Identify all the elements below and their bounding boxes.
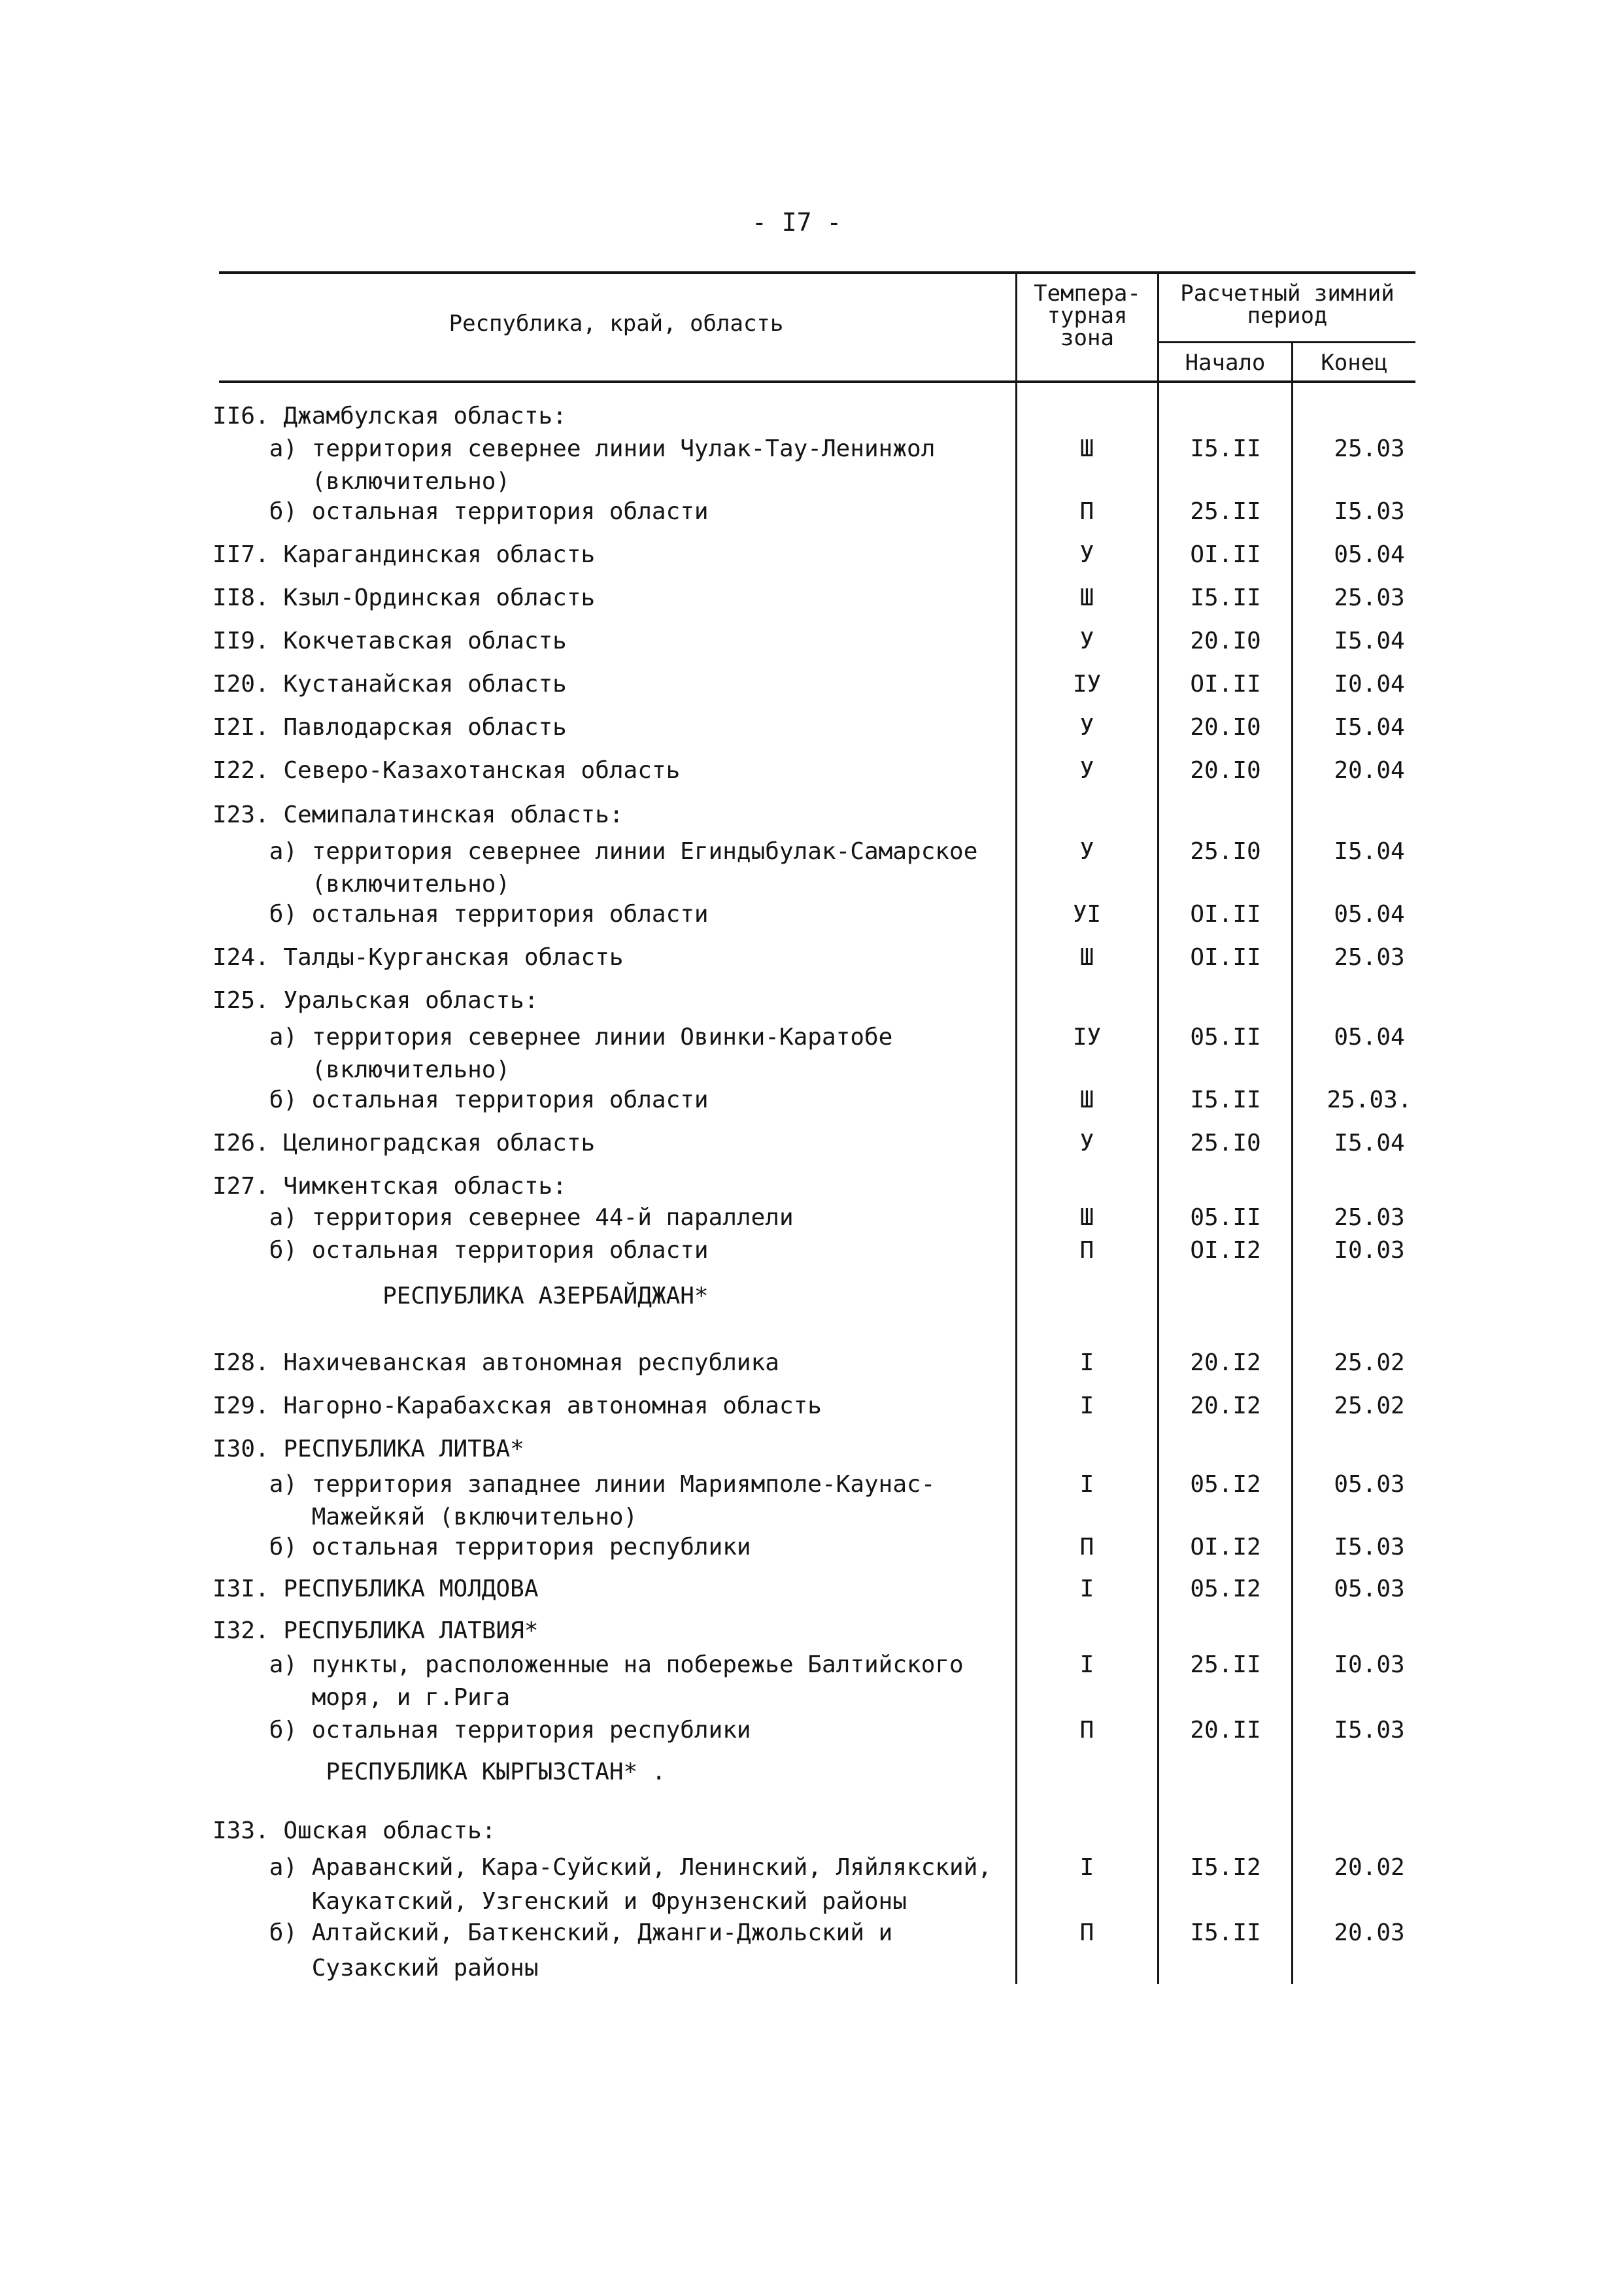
temperature-zone-cell: Ш	[1079, 1204, 1094, 1231]
row-text: б) остальная территория области	[212, 901, 709, 928]
period-end-cell: I5.04	[1334, 714, 1405, 741]
row-text: I26. Целиноградская область	[212, 1130, 596, 1156]
temperature-zone-cell: Ш	[1079, 435, 1094, 462]
row-text: I32. РЕСПУБЛИКА ЛАТВИЯ*	[212, 1617, 539, 1644]
period-start-cell: 05.I2	[1190, 1576, 1261, 1602]
period-end-cell: 05.04	[1334, 901, 1405, 928]
period-end-cell: 25.03.	[1327, 1087, 1412, 1113]
period-end-cell: I5.04	[1334, 1130, 1405, 1156]
header-region: Республика, край, область	[448, 311, 784, 337]
temperature-zone-cell: У	[1079, 1130, 1094, 1156]
period-start-cell: OI.I2	[1190, 1237, 1261, 1264]
temperature-zone-cell: У	[1079, 628, 1094, 654]
period-end-cell: I5.04	[1334, 628, 1405, 654]
temperature-zone-cell: I	[1079, 1854, 1094, 1881]
row-text: Мажейкяй (включительно)	[212, 1504, 638, 1530]
table-top-rule	[219, 271, 1415, 274]
row-text: I28. Нахичеванская автономная республика	[212, 1349, 779, 1376]
row-text: а) территория севернее 44-й параллели	[212, 1204, 794, 1231]
period-start-cell: 20.I2	[1190, 1392, 1261, 1419]
period-start-cell: 05.II	[1190, 1204, 1261, 1231]
period-end-cell: 05.04	[1334, 1024, 1405, 1051]
page-number: - I7 -	[752, 208, 842, 237]
period-start-cell: I5.II	[1190, 1919, 1261, 1946]
period-start-cell: I5.I2	[1190, 1854, 1261, 1881]
temperature-zone-cell: Ш	[1079, 1087, 1094, 1113]
row-text: I25. Уральская область:	[212, 987, 539, 1014]
period-end-cell: I5.03	[1334, 498, 1405, 525]
period-end-cell: 20.02	[1334, 1854, 1405, 1881]
temperature-zone-cell: Ш	[1079, 944, 1094, 971]
row-text: (включительно)	[212, 1056, 511, 1083]
period-start-cell: 20.I0	[1190, 714, 1261, 741]
period-end-cell: I0.04	[1334, 671, 1405, 698]
row-text: б) остальная территория республики	[212, 1717, 751, 1744]
row-text: II8. Кзыл-Ординская область	[212, 584, 596, 611]
period-start-cell: I5.II	[1190, 1087, 1261, 1113]
header-temperature-zone: Темпера- турная зона	[1034, 280, 1141, 351]
period-end-cell: 25.03	[1334, 435, 1405, 462]
row-text: I3I. РЕСПУБЛИКА МОЛДОВА	[212, 1576, 539, 1602]
header-winter-period: Расчетный зимний период	[1180, 280, 1395, 329]
period-end-cell: 20.03	[1334, 1919, 1405, 1946]
period-start-cell: 05.II	[1190, 1024, 1261, 1051]
period-end-cell: 05.03	[1334, 1471, 1405, 1498]
period-end-cell: I5.03	[1334, 1717, 1405, 1744]
row-text: б) Алтайский, Баткенский, Джанги-Джольский и	[212, 1919, 893, 1946]
row-text: (включительно)	[212, 468, 511, 495]
row-text: РЕСПУБЛИКА КЫРГЫЗСТАН* .	[212, 1759, 666, 1785]
row-text: а) территория западнее линии Мариямполе-Каунас-	[212, 1471, 936, 1498]
row-text: а) территория севернее линии Егиндыбулак-Самарское	[212, 838, 978, 865]
period-end-cell: I0.03	[1334, 1651, 1405, 1678]
temperature-zone-cell: Ш	[1079, 584, 1094, 611]
period-start-cell: OI.II	[1190, 944, 1261, 971]
temperature-zone-cell: IУ	[1072, 1024, 1102, 1051]
row-text: а) Араванский, Кара-Суйский, Ленинский, Ляйлякский,	[212, 1854, 992, 1881]
row-text: моря, и г.Рига	[212, 1684, 511, 1711]
temperature-zone-cell: I	[1079, 1651, 1094, 1678]
period-end-cell: 25.03	[1334, 1204, 1405, 1231]
temperature-zone-cell: У	[1079, 541, 1094, 568]
period-start-cell: I5.II	[1190, 435, 1261, 462]
period-start-cell: 25.I0	[1190, 838, 1261, 865]
row-text: II7. Карагандинская область	[212, 541, 596, 568]
temperature-zone-cell: УI	[1072, 901, 1102, 928]
row-text: а) территория севернее линии Овинки-Каратобе	[212, 1024, 893, 1051]
header-bottom-rule	[219, 380, 1415, 383]
temperature-zone-cell: I	[1079, 1349, 1094, 1376]
period-start-cell: 05.I2	[1190, 1471, 1261, 1498]
row-text: II6. Джамбулская область:	[212, 403, 567, 430]
temperature-zone-cell: IУ	[1072, 671, 1102, 698]
row-text: I2I. Павлодарская область	[212, 714, 567, 741]
row-text: I33. Ошская область:	[212, 1817, 496, 1844]
period-start-cell: 20.I0	[1190, 628, 1261, 654]
row-text: б) остальная территория области	[212, 1087, 709, 1113]
period-divider-rule	[1159, 341, 1415, 343]
period-end-cell: 25.02	[1334, 1392, 1405, 1419]
header-start: Начало	[1185, 350, 1266, 376]
period-end-cell: 20.04	[1334, 757, 1405, 784]
row-text: I24. Талды-Курганская область	[212, 944, 624, 971]
row-text: б) остальная территория области	[212, 1237, 709, 1264]
row-text: а) пункты, расположенные на побережье Балтийского	[212, 1651, 964, 1678]
row-text: I20. Кустанайская область	[212, 671, 567, 698]
period-end-cell: 25.03	[1334, 944, 1405, 971]
period-end-cell: I0.03	[1334, 1237, 1405, 1264]
period-start-cell: OI.I2	[1190, 1534, 1261, 1560]
row-text: I30. РЕСПУБЛИКА ЛИТВА*	[212, 1436, 524, 1462]
temperature-zone-cell: I	[1079, 1392, 1094, 1419]
temperature-zone-cell: П	[1079, 1919, 1094, 1946]
row-text: I27. Чимкентская область:	[212, 1173, 567, 1200]
period-start-cell: 20.I2	[1190, 1349, 1261, 1376]
period-end-cell: 25.02	[1334, 1349, 1405, 1376]
row-text: (включительно)	[212, 871, 511, 898]
period-start-cell: I5.II	[1190, 584, 1261, 611]
temperature-zone-cell: I	[1079, 1576, 1094, 1602]
row-text: Каукатский, Узгенский и Фрунзенский районы	[212, 1888, 907, 1915]
temperature-zone-cell: П	[1079, 1237, 1094, 1264]
row-text: I22. Северо-Казахотанская область	[212, 757, 681, 784]
row-text: б) остальная территория области	[212, 498, 709, 525]
temperature-zone-cell: У	[1079, 714, 1094, 741]
period-end-cell: I5.04	[1334, 838, 1405, 865]
row-text: б) остальная территория республики	[212, 1534, 751, 1560]
row-text: РЕСПУБЛИКА АЗЕРБАЙДЖАН*	[212, 1283, 709, 1309]
period-end-cell: 05.04	[1334, 541, 1405, 568]
period-start-cell: OI.II	[1190, 901, 1261, 928]
temperature-zone-cell: П	[1079, 1534, 1094, 1560]
temperature-zone-cell: I	[1079, 1471, 1094, 1498]
period-start-cell: 25.I0	[1190, 1130, 1261, 1156]
row-text: I29. Нагорно-Карабахская автономная область	[212, 1392, 822, 1419]
period-start-cell: 20.I0	[1190, 757, 1261, 784]
period-start-cell: 25.II	[1190, 498, 1261, 525]
row-text: а) территория севернее линии Чулак-Тау-Ленинжол	[212, 435, 936, 462]
temperature-zone-cell: П	[1079, 1717, 1094, 1744]
row-text: I23. Семипалатинская область:	[212, 801, 624, 828]
period-end-cell: 05.03	[1334, 1576, 1405, 1602]
temperature-zone-cell: У	[1079, 838, 1094, 865]
row-text: Сузакский районы	[212, 1955, 539, 1982]
period-end-cell: I5.03	[1334, 1534, 1405, 1560]
temperature-zone-cell: У	[1079, 757, 1094, 784]
period-start-cell: OI.II	[1190, 671, 1261, 698]
period-start-cell: 20.II	[1190, 1717, 1261, 1744]
temperature-zone-cell: П	[1079, 498, 1094, 525]
period-start-cell: OI.II	[1190, 541, 1261, 568]
period-start-cell: 25.II	[1190, 1651, 1261, 1678]
row-text: II9. Кокчетавская область	[212, 628, 567, 654]
period-end-cell: 25.03	[1334, 584, 1405, 611]
header-end: Конец	[1321, 350, 1388, 376]
